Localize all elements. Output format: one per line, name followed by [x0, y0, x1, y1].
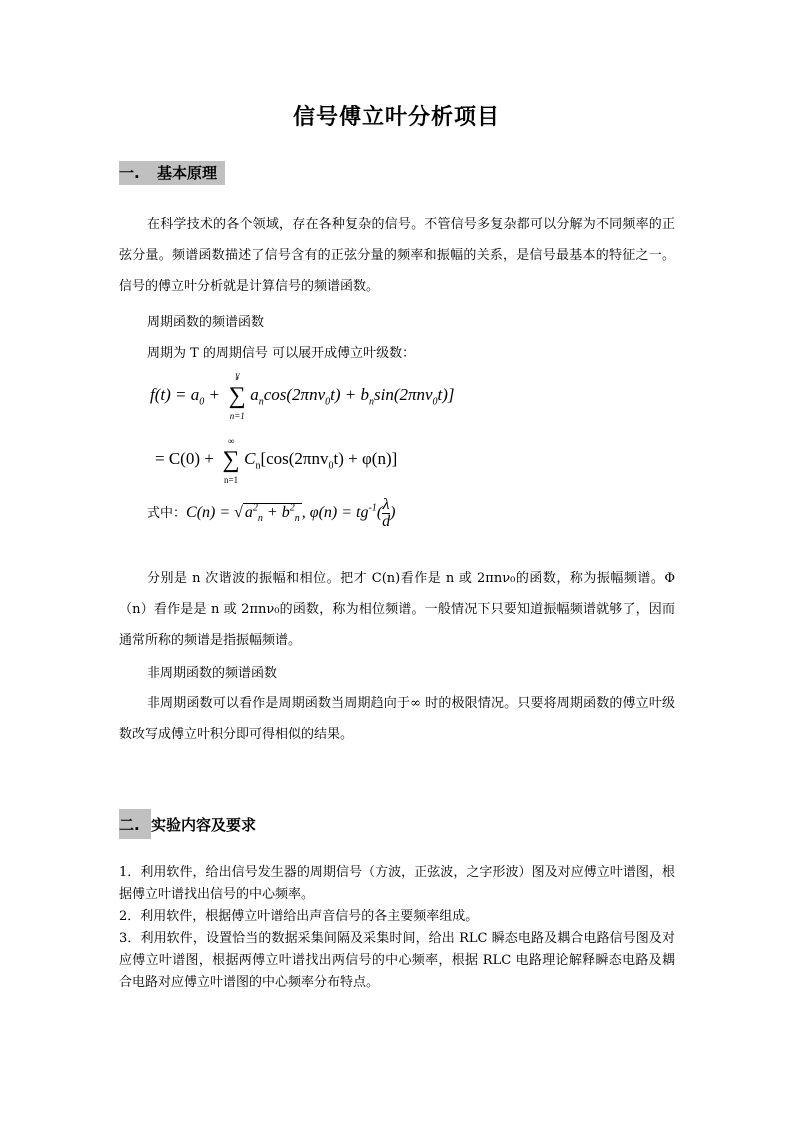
subheading-periodic: 周期函数的频谱函数	[147, 315, 265, 330]
requirements-list	[119, 862, 675, 994]
section-heading-basic-principles	[119, 161, 225, 185]
list-item: 2．利用软件，根据傅立叶谱给出声音信号的各主要频率组成。	[119, 909, 479, 924]
section-number: 一.	[119, 164, 140, 182]
fourier-series-formula: $f(t) = a_0$ + ¥ ∑ n=1 $a_n\cos(2\pi nv_0t) + b_n\sin(2\pi nv_0t)$]	[150, 372, 455, 422]
definition-formula: 式中：C(n) = √ $a^2_n + b^2_n$ , $\varphi(n) = tg^{-1}$( $\frac{\lambda}{d}$ )	[147, 496, 396, 530]
page-title: 信号傅立叶分析项目	[292, 105, 500, 130]
amplitude-phase-formula: = C(0) + ∞ ∑ n=1 $C_n[\cos(2\pi nv_0t) + \varphi(n)]$	[155, 436, 398, 486]
intro-paragraph: 在科学技术的各个领域，存在各种复杂的信号。不管信号多复杂都可以分解为不同频率的正弦分量。频谱函数描述了信号含有的正弦分量的频率和振幅的关系，是信号最基本的特征之一。信号的傅立叶分析就是计算信号的频谱函数。	[119, 217, 675, 294]
section-number: 二.	[119, 809, 151, 839]
subheading-aperiodic: 非周期函数的频谱函数	[147, 666, 278, 681]
section-title: 基本原理	[157, 164, 218, 182]
spectrum-paragraph: 分别是 n 次谐波的振幅和相位。把才 C(n)看作是 n 或 2πnν₀的函数，称为振幅频谱。Φ（n）看作是是 n 或 2πnν₀的函数，称为相位频谱。一般情况下只要知道振幅频谱就够了，因而通常所称的频谱是指振幅频谱。	[119, 571, 675, 648]
section-heading-experiment	[119, 807, 256, 837]
periodic-intro: 周期为 T 的周期信号 可以展开成傅立叶级数：	[147, 346, 416, 361]
list-item: 1．利用软件，给出信号发生器的周期信号（方波，正弦波，之字形波）图及对应傅立叶谱图，根据傅立叶谱找出信号的中心频率。	[119, 865, 675, 902]
sum-symbol: ¥ ∑ n=1	[228, 372, 246, 422]
aperiodic-paragraph: 非周期函数可以看作是周期函数当周期趋向于∞ 时的极限情况。只要将周期函数的傅立叶级数改写成傅立叶积分即可得相似的结果。	[119, 696, 675, 742]
sum-symbol: ∞ ∑ n=1	[222, 436, 240, 486]
list-item: 3．利用软件，设置恰当的数据采集间隔及采集时间，给出 RLC 瞬态电路及耦合电路信号图及对应傅立叶谱图，根据两傅立叶谱找出两信号的中心频率，根据 RLC 电路理论解释瞬态电路及耦合电路对应傅立叶谱图的中心频率分布特点。	[119, 931, 675, 990]
section-title: 实验内容及要求	[151, 816, 257, 834]
